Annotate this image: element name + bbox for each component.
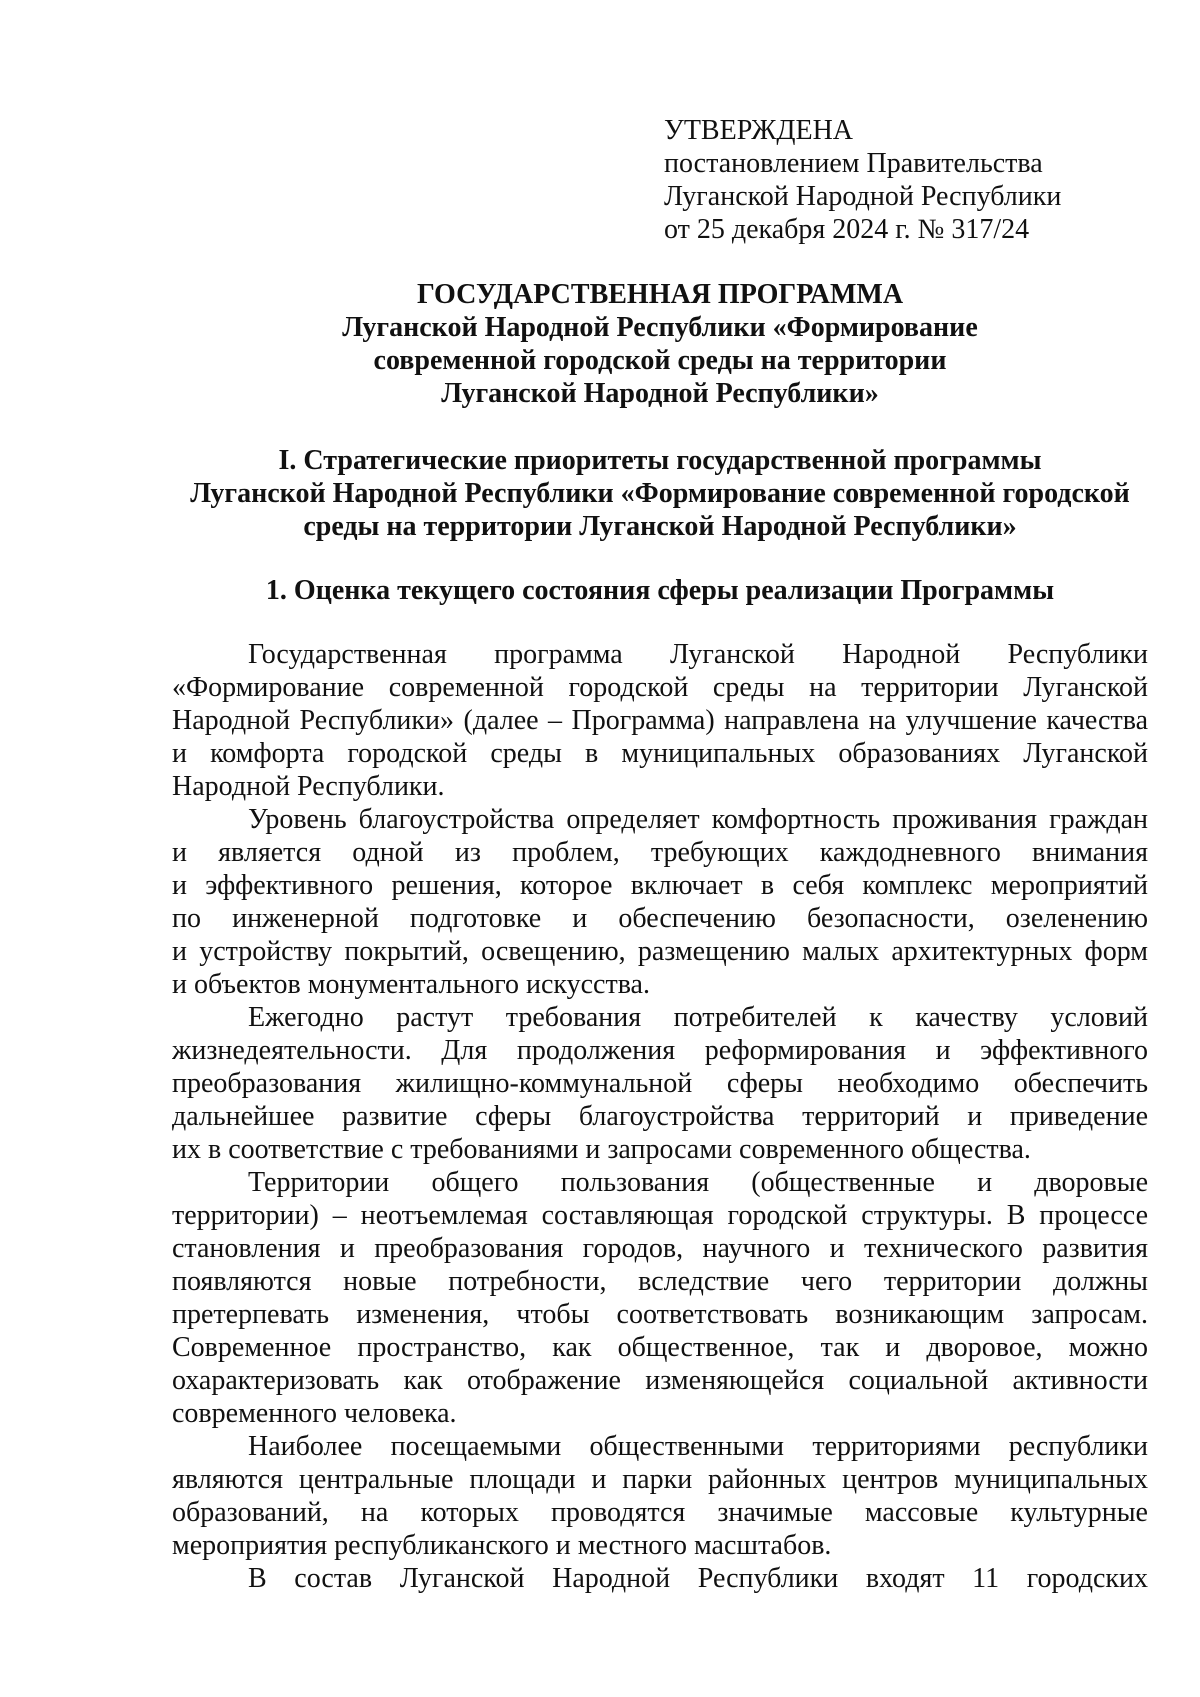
section-heading-line: I. Стратегические приоритеты государственной программы bbox=[278, 445, 1042, 476]
body-line: жизнедеятельности. Для продолжения реформирования и эффективного bbox=[172, 1035, 1148, 1066]
program-title bbox=[172, 278, 1148, 410]
body-line: дальнейшее развитие сферы благоустройства территорий и приведение bbox=[172, 1101, 1148, 1132]
body-line: Народной Республики» (далее – Программа) направлена на улучшение качества bbox=[172, 705, 1148, 736]
body-line: и является одной из проблем, требующих каждодневного внимания bbox=[172, 837, 1148, 868]
body-text bbox=[172, 638, 1148, 1595]
body-line: В состав Луганской Народной Республики входят 11 городских bbox=[248, 1563, 1148, 1594]
body-line: и устройству покрытий, освещению, размещению малых архитектурных форм bbox=[172, 936, 1148, 967]
body-line: претерпевать изменения, чтобы соответствовать возникающим запросам. bbox=[172, 1299, 1148, 1330]
body-line: современного человека. bbox=[172, 1398, 457, 1429]
body-line: мероприятия республиканского и местного масштабов. bbox=[172, 1530, 832, 1561]
body-line: являются центральные площади и парки районных центров муниципальных bbox=[172, 1464, 1148, 1495]
approval-stamp bbox=[664, 114, 1134, 246]
body-line: образований, на которых проводятся значимые массовые культурные bbox=[172, 1497, 1148, 1528]
body-line: Наиболее посещаемыми общественными территориями республики bbox=[248, 1431, 1148, 1462]
body-line: «Формирование современной городской среды на территории Луганской bbox=[172, 672, 1148, 703]
body-line: Территории общего пользования (общественные и дворовые bbox=[248, 1167, 1148, 1198]
approval-line: от 25 декабря 2024 г. № 317/24 bbox=[664, 214, 1030, 245]
section-heading-line: среды на территории Луганской Народной Республики» bbox=[303, 511, 1017, 542]
body-line: преобразования жилищно-коммунальной сферы необходимо обеспечить bbox=[172, 1068, 1148, 1099]
body-line: и комфорта городской среды в муниципальных образованиях Луганской bbox=[172, 738, 1148, 769]
program-title-line: ГОСУДАРСТВЕННАЯ ПРОГРАММА bbox=[416, 279, 904, 310]
section-heading bbox=[172, 444, 1148, 543]
body-line: Современное пространство, как общественное, так и дворовое, можно bbox=[172, 1332, 1148, 1363]
body-line: Государственная программа Луганской Народной Республики bbox=[248, 639, 1148, 670]
body-line: охарактеризовать как отображение изменяющейся социальной активности bbox=[172, 1365, 1148, 1396]
program-title-line: Луганской Народной Республики «Формирование bbox=[342, 312, 978, 343]
approval-line: УТВЕРЖДЕНА bbox=[664, 115, 854, 146]
subsection-heading bbox=[172, 574, 1148, 607]
body-line: Ежегодно растут требования потребителей к качеству условий bbox=[248, 1002, 1148, 1033]
body-line: появляются новые потребности, вследствие чего территории должны bbox=[172, 1266, 1148, 1297]
body-line: их в соответствие с требованиями и запросами современного общества. bbox=[172, 1134, 1031, 1165]
body-line: территории) – неотъемлемая составляющая городской структуры. В процессе bbox=[172, 1200, 1148, 1231]
body-line: по инженерной подготовке и обеспечению безопасности, озеленению bbox=[172, 903, 1148, 934]
body-line: и объектов монументального искусства. bbox=[172, 969, 650, 1000]
body-line: становления и преобразования городов, научного и технического развития bbox=[172, 1233, 1148, 1264]
approval-line: постановлением Правительства bbox=[664, 148, 1043, 179]
body-line: Народной Республики. bbox=[172, 771, 445, 802]
body-line: и эффективного решения, которое включает в себя комплекс мероприятий bbox=[172, 870, 1148, 901]
program-title-line: Луганской Народной Республики» bbox=[441, 378, 879, 409]
body-line: Уровень благоустройства определяет комфортность проживания граждан bbox=[248, 804, 1148, 835]
approval-line: Луганской Народной Республики bbox=[664, 181, 1062, 212]
program-title-line: современной городской среды на территории bbox=[373, 345, 947, 376]
subsection-heading-line: 1. Оценка текущего состояния сферы реализации Программы bbox=[265, 575, 1055, 606]
section-heading-line: Луганской Народной Республики «Формирование современной городской bbox=[190, 478, 1130, 509]
